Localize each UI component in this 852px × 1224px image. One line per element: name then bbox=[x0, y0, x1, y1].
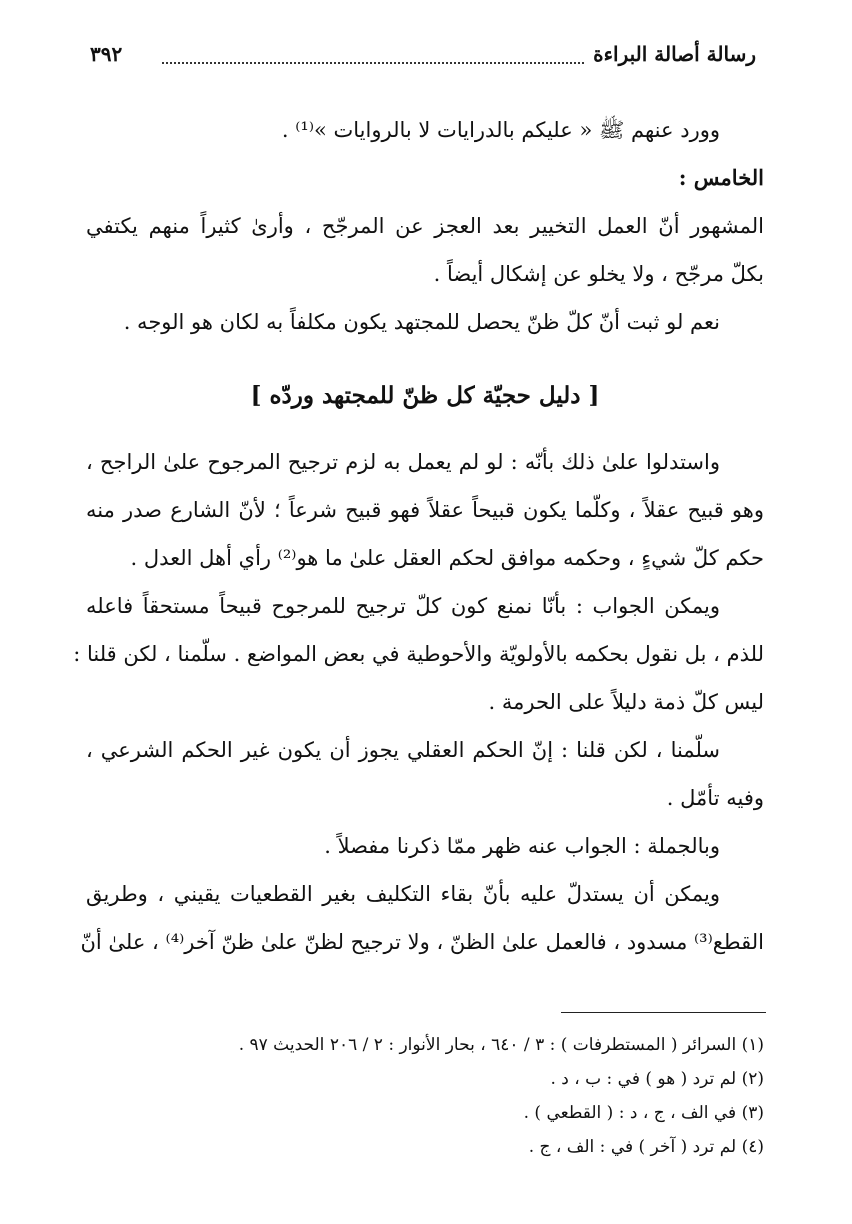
page-number: ٣٩٢ bbox=[90, 42, 123, 66]
footnote-separator bbox=[561, 1012, 766, 1013]
body-line: نعم لو ثبت أنّ كلّ ظنّ يحصل للمجتهد يكون مكلفاً به لكان هو الوجه . bbox=[123, 310, 720, 334]
section-title: [ دليل حجيّة كل ظنّ للمجتهد وردّه ] bbox=[250, 382, 600, 409]
running-header bbox=[86, 40, 764, 74]
footnote-4: (٤) لم ترد ( آخر ) في : الف ، ج . bbox=[528, 1137, 764, 1157]
body-line: سلّمنا ، لكن قلنا : إنّ الحكم العقلي يجوز أن يكون غير الحكم الشرعي ، bbox=[86, 738, 720, 762]
body-line: حكم كلّ شيءٍ ، وحكمه موافق لحكم العقل علىٰ ما هو⁽²⁾ رأي أهل العدل . bbox=[130, 546, 764, 570]
body-line: وورد عنهم ﷺ « عليكم بالدرايات لا بالروايات »⁽¹⁾ . bbox=[281, 118, 720, 142]
body-line: وهو قبيح عقلاً ، وكلّما يكون قبيحاً عقلاً فهو قبيح شرعاً ؛ لأنّ الشارع صدر منه bbox=[86, 498, 764, 522]
body-line: ويمكن أن يستدلّ عليه بأنّ بقاء التكليف بغير القطعيات يقيني ، وطريق bbox=[86, 882, 721, 906]
header-dot-leader bbox=[162, 62, 584, 64]
footnotes bbox=[86, 1028, 764, 1164]
body-block-2 bbox=[73, 382, 764, 966]
header-title: رسالة أصالة البراءة bbox=[593, 42, 756, 66]
footnote-2: (٢) لم ترد ( هو ) في : ب ، د . bbox=[550, 1069, 764, 1089]
body-line: القطع⁽³⁾ مسدود ، فالعمل علىٰ الظنّ ، ولا ترجيح لظنّ علىٰ ظنّ آخر⁽⁴⁾ ، علىٰ أنّ bbox=[80, 930, 764, 954]
body-line: وبالجملة : الجواب عنه ظهر ممّا ذكرنا مفصلاً . bbox=[324, 834, 720, 858]
footnote-3: (٣) في الف ، ج ، د : ( القطعي ) . bbox=[523, 1103, 764, 1123]
body-line: ويمكن الجواب : بأنّا نمنع كون كلّ ترجيح للمرجوح قبيحاً مستحقاً فاعله bbox=[86, 594, 720, 618]
body-line: بكلّ مرجّح ، ولا يخلو عن إشكال أيضاً . bbox=[433, 262, 764, 286]
footnote-1: (١) السرائر ( المستطرفات ) : ٣ / ٦٤٠ ، بحار الأنوار : ٢ / ٢٠٦ الحديث ٩٧ . bbox=[238, 1035, 764, 1055]
body-line: وفيه تأمّل . bbox=[666, 786, 764, 810]
body-line: ليس كلّ ذمة دليلاً على الحرمة . bbox=[488, 690, 764, 714]
body-block-1 bbox=[86, 106, 764, 346]
body-line: واستدلوا علىٰ ذلك بأنّه : لو لم يعمل به لزم ترجيح المرجوح علىٰ الراجح ، bbox=[86, 450, 720, 474]
body-line: المشهور أنّ العمل التخيير بعد العجز عن المرجّح ، وأرىٰ كثيراً منهم يكتفي bbox=[86, 214, 764, 238]
subheading-fifth: الخامس : bbox=[678, 165, 764, 190]
body-line: للذم ، بل نقول بحكمه بالأولويّة والأحوطية في بعض المواضع . سلّمنا ، لكن قلنا : bbox=[73, 642, 764, 666]
